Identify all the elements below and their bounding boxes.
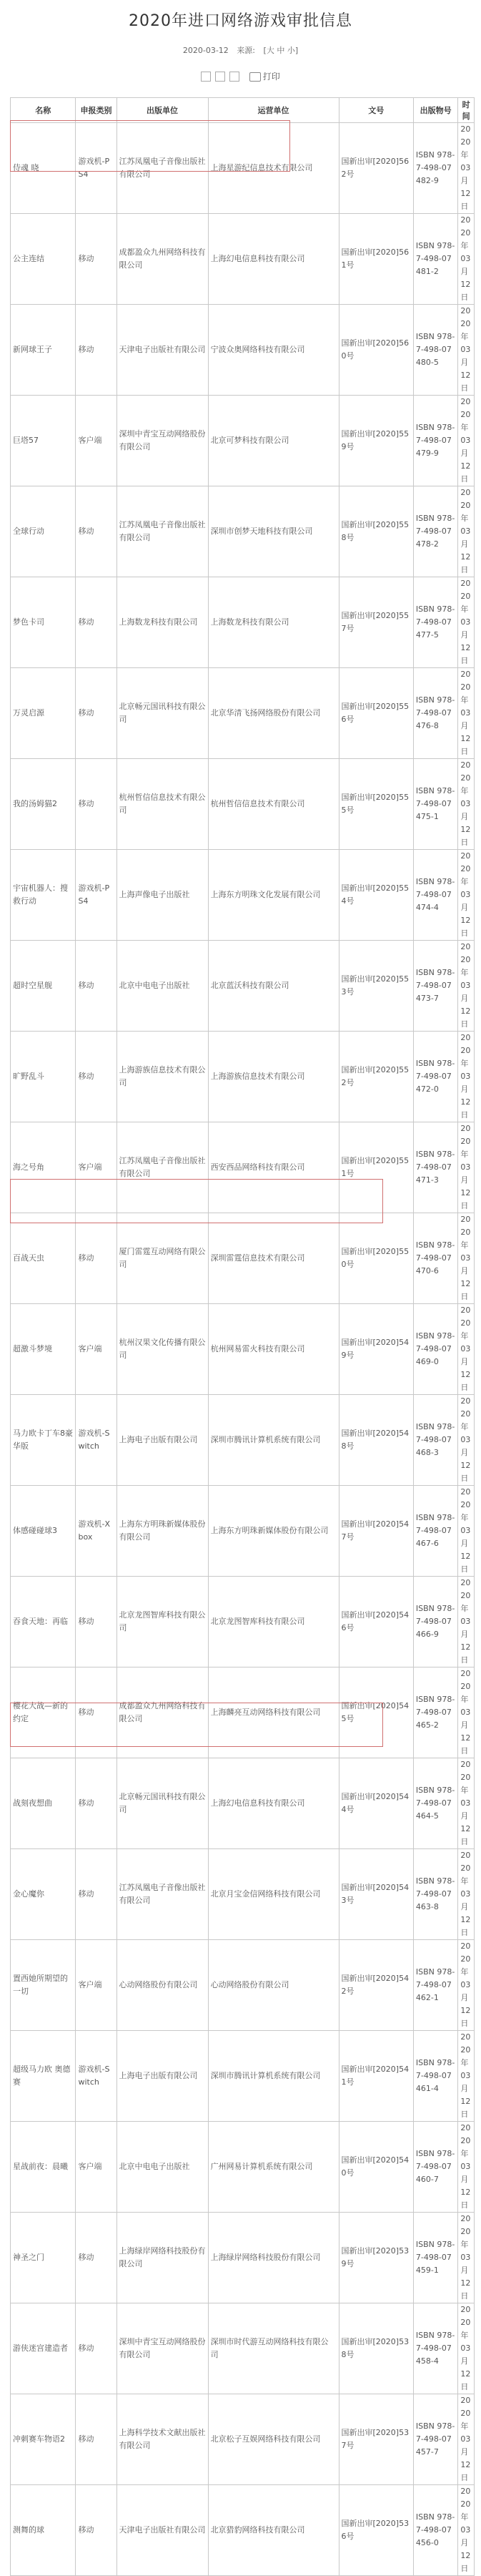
approval-no-cell: 国新出审[2020]556号 <box>339 668 413 759</box>
game-name-cell: 测舞的球 <box>11 2485 76 2576</box>
operator-cell: 宁波众奥网络科技有限公司 <box>208 305 339 396</box>
operator-cell: 北京龙图智库科技有限公司 <box>208 1577 339 1667</box>
publisher-cell: 厦门雷霆互动网络有限公司 <box>116 1213 208 1304</box>
table-row <box>11 1667 475 1758</box>
date-cell: 2020年03月12日 <box>458 2122 475 2213</box>
isbn-cell: ISBN 978-7-498-07481-2 <box>413 214 457 305</box>
isbn-cell: ISBN 978-7-498-07471-3 <box>413 1122 457 1213</box>
isbn-cell: ISBN 978-7-498-07461-4 <box>413 2031 457 2122</box>
category-cell: 移动 <box>76 1667 116 1758</box>
category-cell: 游戏机-PS4 <box>76 123 116 214</box>
table-row <box>11 1940 475 2031</box>
table-row <box>11 941 475 1032</box>
approval-table <box>10 97 475 2576</box>
publisher-cell: 成都盈众九州网络科技有限公司 <box>116 1667 208 1758</box>
approval-no-cell: 国新出审[2020]557号 <box>339 577 413 668</box>
date-cell: 2020年03月12日 <box>458 850 475 941</box>
date-cell: 2020年03月12日 <box>458 1395 475 1486</box>
print-label: 打印 <box>262 72 280 82</box>
date-cell: 2020年03月12日 <box>458 1304 475 1395</box>
game-name-cell: 新网球王子 <box>11 305 76 396</box>
print-button[interactable] <box>249 70 280 82</box>
category-cell: 游戏机-Xbox <box>76 1486 116 1577</box>
category-cell: 客户端 <box>76 1122 116 1213</box>
approval-no-cell: 国新出审[2020]549号 <box>339 1304 413 1395</box>
operator-cell: 上海绿岸网络科技股份有限公司 <box>208 2213 339 2303</box>
approval-no-cell: 国新出审[2020]554号 <box>339 850 413 941</box>
isbn-cell: ISBN 978-7-498-07465-2 <box>413 1667 457 1758</box>
publisher-cell: 上海声像电子出版社 <box>116 850 208 941</box>
header-approval-no: 文号 <box>339 98 413 123</box>
toolbar <box>0 70 481 82</box>
table-header-row <box>11 98 475 123</box>
qzone-icon[interactable] <box>201 72 211 82</box>
date-cell: 2020年03月12日 <box>458 123 475 214</box>
isbn-cell: ISBN 978-7-498-07460-7 <box>413 2122 457 2213</box>
table-row <box>11 850 475 941</box>
approval-no-cell: 国新出审[2020]548号 <box>339 1395 413 1486</box>
approval-no-cell: 国新出审[2020]540号 <box>339 2122 413 2213</box>
table-row <box>11 2394 475 2485</box>
operator-cell: 上海麟亮互动网络科技有限公司 <box>208 1667 339 1758</box>
table-row <box>11 1849 475 1940</box>
publisher-cell: 北京中电电子出版社 <box>116 2122 208 2213</box>
approval-no-cell: 国新出审[2020]560号 <box>339 305 413 396</box>
category-cell: 移动 <box>76 1849 116 1940</box>
approval-no-cell: 国新出审[2020]536号 <box>339 2485 413 2576</box>
operator-cell: 北京猎豹网络科技有限公司 <box>208 2485 339 2576</box>
category-cell: 客户端 <box>76 1304 116 1395</box>
game-name-cell: 马力欧卡丁车8豪华版 <box>11 1395 76 1486</box>
publisher-cell: 心动网络股份有限公司 <box>116 1940 208 2031</box>
game-name-cell: 万灵启源 <box>11 668 76 759</box>
isbn-cell: ISBN 978-7-498-07474-4 <box>413 850 457 941</box>
approval-no-cell: 国新出审[2020]544号 <box>339 1758 413 1849</box>
game-name-cell: 吞食天地：再临 <box>11 1577 76 1667</box>
isbn-cell: ISBN 978-7-498-07462-1 <box>413 1940 457 2031</box>
game-name-cell: 巨塔57 <box>11 396 76 486</box>
page-title: 2020年进口网络游戏审批信息 <box>129 12 352 30</box>
publisher-cell: 成都盈众九州网络科技有限公司 <box>116 214 208 305</box>
operator-cell: 上海东方明珠新媒体股份有限公司 <box>208 1486 339 1577</box>
date-cell: 2020年03月12日 <box>458 1486 475 1577</box>
operator-cell: 北京蓝沃科技有限公司 <box>208 941 339 1032</box>
font-size-switcher[interactable]: [大 中 小] <box>263 46 299 55</box>
isbn-cell: ISBN 978-7-498-07463-8 <box>413 1849 457 1940</box>
category-cell: 移动 <box>76 1577 116 1667</box>
approval-no-cell: 国新出审[2020]541号 <box>339 2031 413 2122</box>
category-cell: 移动 <box>76 759 116 850</box>
table-row <box>11 486 475 577</box>
table-row <box>11 577 475 668</box>
publisher-cell: 上海绿岸网络科技股份有限公司 <box>116 2213 208 2303</box>
operator-cell: 杭州网易雷火科技有限公司 <box>208 1304 339 1395</box>
date-cell: 2020年03月12日 <box>458 214 475 305</box>
table-row <box>11 2031 475 2122</box>
game-name-cell: 超时空星舰 <box>11 941 76 1032</box>
approval-no-cell: 国新出审[2020]545号 <box>339 1667 413 1758</box>
approval-no-cell: 国新出审[2020]555号 <box>339 759 413 850</box>
approval-no-cell: 国新出审[2020]553号 <box>339 941 413 1032</box>
printer-icon <box>249 72 261 82</box>
date-cell: 2020年03月12日 <box>458 577 475 668</box>
category-cell: 移动 <box>76 941 116 1032</box>
isbn-cell: ISBN 978-7-498-07466-9 <box>413 1577 457 1667</box>
approval-no-cell: 国新出审[2020]542号 <box>339 1940 413 2031</box>
publisher-cell: 北京畅元国讯科技有限公司 <box>116 668 208 759</box>
category-cell: 移动 <box>76 1032 116 1122</box>
operator-cell: 北京月宝金信网络科技有限公司 <box>208 1849 339 1940</box>
publisher-cell: 上海电子出版有限公司 <box>116 1395 208 1486</box>
publisher-cell: 深圳中青宝互动网络股份有限公司 <box>116 2303 208 2394</box>
isbn-cell: ISBN 978-7-498-07482-9 <box>413 123 457 214</box>
game-name-cell: 百战天虫 <box>11 1213 76 1304</box>
game-name-cell: 超激斗梦境 <box>11 1304 76 1395</box>
operator-cell: 广州网易计算机系统有限公司 <box>208 2122 339 2213</box>
operator-cell: 深圳市创梦天地科技有限公司 <box>208 486 339 577</box>
isbn-cell: ISBN 978-7-498-07459-1 <box>413 2213 457 2303</box>
isbn-cell: ISBN 978-7-498-07479-9 <box>413 396 457 486</box>
operator-cell: 北京松子互娱网络科技有限公司 <box>208 2394 339 2485</box>
game-name-cell: 冲刺赛车物语2 <box>11 2394 76 2485</box>
game-name-cell: 宇宙机器人：搜救行动 <box>11 850 76 941</box>
operator-cell: 上海星游纪信息技术有限公司 <box>208 123 339 214</box>
publisher-cell: 北京龙图智库科技有限公司 <box>116 1577 208 1667</box>
approval-no-cell: 国新出审[2020]562号 <box>339 123 413 214</box>
approval-no-cell: 国新出审[2020]543号 <box>339 1849 413 1940</box>
date-cell: 2020年03月12日 <box>458 1577 475 1667</box>
game-name-cell: 梦色卡司 <box>11 577 76 668</box>
date-cell: 2020年03月12日 <box>458 1758 475 1849</box>
date-cell: 2020年03月12日 <box>458 941 475 1032</box>
isbn-cell: ISBN 978-7-498-07467-6 <box>413 1486 457 1577</box>
date-cell: 2020年03月12日 <box>458 2213 475 2303</box>
category-cell: 移动 <box>76 486 116 577</box>
date-cell: 2020年03月12日 <box>458 2031 475 2122</box>
header-category: 申报类别 <box>76 98 116 123</box>
header-date: 时间 <box>458 98 475 123</box>
header-operator: 运营单位 <box>208 98 339 123</box>
isbn-cell: ISBN 978-7-498-07475-1 <box>413 759 457 850</box>
publisher-cell: 上海数龙科技有限公司 <box>116 577 208 668</box>
isbn-cell: ISBN 978-7-498-07458-4 <box>413 2303 457 2394</box>
publisher-cell: 杭州汉果文化传播有限公司 <box>116 1304 208 1395</box>
operator-cell: 上海游族信息技术有限公司 <box>208 1032 339 1122</box>
header-publisher: 出版单位 <box>116 98 208 123</box>
game-name-cell: 公主连结 <box>11 214 76 305</box>
publisher-cell: 上海电子出版有限公司 <box>116 2031 208 2122</box>
table-row <box>11 2485 475 2576</box>
category-cell: 游戏机-PS4 <box>76 850 116 941</box>
approval-no-cell: 国新出审[2020]552号 <box>339 1032 413 1122</box>
approval-no-cell: 国新出审[2020]538号 <box>339 2303 413 2394</box>
operator-cell: 上海东方明珠文化发展有限公司 <box>208 850 339 941</box>
operator-cell: 心动网络股份有限公司 <box>208 1940 339 2031</box>
publisher-cell: 深圳中青宝互动网络股份有限公司 <box>116 396 208 486</box>
publisher-cell: 杭州哲信信息技术有限公司 <box>116 759 208 850</box>
isbn-cell: ISBN 978-7-498-07478-2 <box>413 486 457 577</box>
category-cell: 移动 <box>76 2485 116 2576</box>
publish-date: 2020-03-12 <box>182 46 229 55</box>
date-cell: 2020年03月12日 <box>458 759 475 850</box>
table-row <box>11 305 475 396</box>
game-name-cell: 游侠迷宫建造者 <box>11 2303 76 2394</box>
game-name-cell: 樱花大战—新的约定 <box>11 1667 76 1758</box>
table-row <box>11 1577 475 1667</box>
date-cell: 2020年03月12日 <box>458 1122 475 1213</box>
date-cell: 2020年03月12日 <box>458 1940 475 2031</box>
date-cell: 2020年03月12日 <box>458 2485 475 2576</box>
approval-no-cell: 国新出审[2020]546号 <box>339 1577 413 1667</box>
table-row <box>11 1122 475 1213</box>
date-cell: 2020年03月12日 <box>458 2394 475 2485</box>
table-row <box>11 2303 475 2394</box>
operator-cell: 深圳雷霆信息技术有限公司 <box>208 1213 339 1304</box>
publisher-cell: 上海科学技术文献出版社有限公司 <box>116 2394 208 2485</box>
isbn-cell: ISBN 978-7-498-07456-0 <box>413 2485 457 2576</box>
operator-cell: 深圳市时代游互动网络科技有限公司 <box>208 2303 339 2394</box>
isbn-cell: ISBN 978-7-498-07480-5 <box>413 305 457 396</box>
publisher-cell: 北京中电电子出版社 <box>116 941 208 1032</box>
date-cell: 2020年03月12日 <box>458 668 475 759</box>
publisher-cell: 上海东方明珠新媒体股份有限公司 <box>116 1486 208 1577</box>
table-row <box>11 2213 475 2303</box>
isbn-cell: ISBN 978-7-498-07477-5 <box>413 577 457 668</box>
operator-cell: 西安西品网络科技有限公司 <box>208 1122 339 1213</box>
table-row <box>11 1032 475 1122</box>
game-name-cell: 全球行动 <box>11 486 76 577</box>
header-isbn: 出版物号 <box>413 98 457 123</box>
game-name-cell: 战刻夜想曲 <box>11 1758 76 1849</box>
category-cell: 移动 <box>76 577 116 668</box>
table-row <box>11 759 475 850</box>
source-label: 来源: <box>237 46 256 55</box>
category-cell: 移动 <box>76 2213 116 2303</box>
publisher-cell: 天津电子出版社有限公司 <box>116 2485 208 2576</box>
game-name-cell: 神圣之门 <box>11 2213 76 2303</box>
category-cell: 移动 <box>76 214 116 305</box>
weibo-icon[interactable] <box>215 72 225 82</box>
table-row <box>11 1758 475 1849</box>
table-row <box>11 123 475 214</box>
isbn-cell: ISBN 978-7-498-07469-0 <box>413 1304 457 1395</box>
date-cell: 2020年03月12日 <box>458 1849 475 1940</box>
isbn-cell: ISBN 978-7-498-07476-8 <box>413 668 457 759</box>
approval-no-cell: 国新出审[2020]559号 <box>339 396 413 486</box>
publisher-cell: 江苏凤凰电子音像出版社有限公司 <box>116 123 208 214</box>
operator-cell: 深圳市腾讯计算机系统有限公司 <box>208 2031 339 2122</box>
game-name-cell: 我的汤姆猫2 <box>11 759 76 850</box>
game-name-cell: 体感碰碰球3 <box>11 1486 76 1577</box>
email-icon[interactable] <box>229 72 239 82</box>
isbn-cell: ISBN 978-7-498-07468-3 <box>413 1395 457 1486</box>
category-cell: 游戏机-Switch <box>76 2031 116 2122</box>
table-row <box>11 396 475 486</box>
approval-no-cell: 国新出审[2020]547号 <box>339 1486 413 1577</box>
game-name-cell: 海之号角 <box>11 1122 76 1213</box>
approval-no-cell: 国新出审[2020]550号 <box>339 1213 413 1304</box>
category-cell: 移动 <box>76 1758 116 1849</box>
date-cell: 2020年03月12日 <box>458 486 475 577</box>
isbn-cell: ISBN 978-7-498-07464-5 <box>413 1758 457 1849</box>
operator-cell: 上海幻电信息科技有限公司 <box>208 1758 339 1849</box>
publisher-cell: 江苏凤凰电子音像出版社有限公司 <box>116 1122 208 1213</box>
category-cell: 移动 <box>76 668 116 759</box>
operator-cell: 深圳市腾讯计算机系统有限公司 <box>208 1395 339 1486</box>
isbn-cell: ISBN 978-7-498-07470-6 <box>413 1213 457 1304</box>
operator-cell: 北京华清飞扬网络股份有限公司 <box>208 668 339 759</box>
publisher-cell: 北京畅元国讯科技有限公司 <box>116 1758 208 1849</box>
category-cell: 移动 <box>76 305 116 396</box>
header-name: 名称 <box>11 98 76 123</box>
isbn-cell: ISBN 978-7-498-07473-7 <box>413 941 457 1032</box>
game-name-cell: 超级马力欧 奥德赛 <box>11 2031 76 2122</box>
publisher-cell: 天津电子出版社有限公司 <box>116 305 208 396</box>
table-row <box>11 1304 475 1395</box>
table-row <box>11 2122 475 2213</box>
operator-cell: 上海幻电信息科技有限公司 <box>208 214 339 305</box>
table-row <box>11 1486 475 1577</box>
date-cell: 2020年03月12日 <box>458 1667 475 1758</box>
game-name-cell: 金心魔你 <box>11 1849 76 1940</box>
category-cell: 游戏机-Switch <box>76 1395 116 1486</box>
table-row <box>11 1213 475 1304</box>
game-name-cell: 星战前夜：晨曦 <box>11 2122 76 2213</box>
operator-cell: 上海数龙科技有限公司 <box>208 577 339 668</box>
approval-no-cell: 国新出审[2020]539号 <box>339 2213 413 2303</box>
operator-cell: 杭州哲信信息技术有限公司 <box>208 759 339 850</box>
date-cell: 2020年03月12日 <box>458 1032 475 1122</box>
approval-no-cell: 国新出审[2020]558号 <box>339 486 413 577</box>
isbn-cell: ISBN 978-7-498-07457-7 <box>413 2394 457 2485</box>
table-row <box>11 1395 475 1486</box>
table-row <box>11 214 475 305</box>
approval-no-cell: 国新出审[2020]561号 <box>339 214 413 305</box>
isbn-cell: ISBN 978-7-498-07472-0 <box>413 1032 457 1122</box>
publisher-cell: 江苏凤凰电子音像出版社有限公司 <box>116 1849 208 1940</box>
category-cell: 移动 <box>76 2303 116 2394</box>
category-cell: 移动 <box>76 1213 116 1304</box>
category-cell: 移动 <box>76 2394 116 2485</box>
game-name-cell: 侍魂 晓 <box>11 123 76 214</box>
date-cell: 2020年03月12日 <box>458 305 475 396</box>
game-name-cell: 置西她所期望的一切 <box>11 1940 76 2031</box>
category-cell: 客户端 <box>76 1940 116 2031</box>
publisher-cell: 江苏凤凰电子音像出版社有限公司 <box>116 486 208 577</box>
category-cell: 客户端 <box>76 2122 116 2213</box>
game-name-cell: 旷野乱斗 <box>11 1032 76 1122</box>
approval-no-cell: 国新出审[2020]537号 <box>339 2394 413 2485</box>
date-cell: 2020年03月12日 <box>458 1213 475 1304</box>
date-cell: 2020年03月12日 <box>458 396 475 486</box>
date-cell: 2020年03月12日 <box>458 2303 475 2394</box>
table-row <box>11 668 475 759</box>
article-meta <box>0 44 481 56</box>
publisher-cell: 上海游族信息技术有限公司 <box>116 1032 208 1122</box>
approval-no-cell: 国新出审[2020]551号 <box>339 1122 413 1213</box>
category-cell: 客户端 <box>76 396 116 486</box>
operator-cell: 北京可梦科技有限公司 <box>208 396 339 486</box>
